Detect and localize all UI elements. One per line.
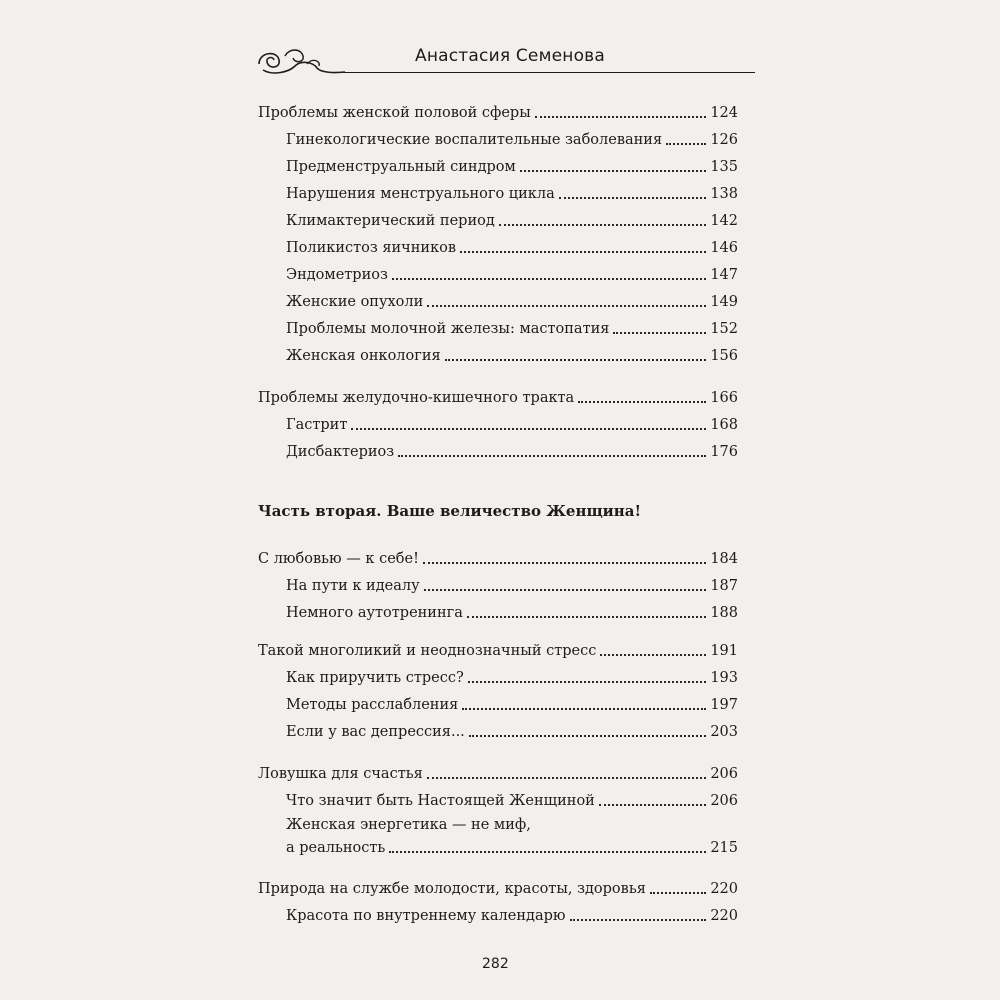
toc-page-number: 220 <box>710 908 738 924</box>
toc-entry[interactable]: Дисбактериоз 176 <box>286 444 738 460</box>
toc-entry[interactable]: Женские опухоли 149 <box>286 294 738 310</box>
toc-entry[interactable]: Красота по внутреннему календарю 220 <box>286 908 738 924</box>
toc-entry[interactable]: На пути к идеалу 187 <box>286 578 738 594</box>
toc-entry[interactable]: Женская онкология 156 <box>286 348 738 364</box>
toc-page-number: 176 <box>710 444 738 460</box>
toc-entry[interactable]: Такой многоликий и неоднозначный стресс 191 <box>258 643 738 659</box>
toc-entry[interactable]: Если у вас депрессия... 203 <box>286 724 738 740</box>
toc-entry[interactable]: Климактерический период 142 <box>286 213 738 229</box>
toc-page-number: 193 <box>710 670 738 686</box>
toc-entry[interactable]: Проблемы женской половой сферы 124 <box>258 105 738 121</box>
toc-page-number: 203 <box>710 724 738 740</box>
toc-page-number: 152 <box>710 321 738 337</box>
toc-entry-first-line[interactable]: Женская энергетика — не миф, <box>286 817 531 833</box>
toc-entry[interactable]: Предменструальный синдром 135 <box>286 159 738 175</box>
toc-page-number: 146 <box>710 240 738 256</box>
toc-page-number: 206 <box>710 793 738 809</box>
header-rule <box>340 72 755 73</box>
running-header <box>245 40 755 80</box>
toc-entry[interactable]: Проблемы молочной железы: мастопатия 152 <box>286 321 738 337</box>
toc-page-number: 220 <box>710 881 738 897</box>
toc-entry[interactable]: Гастрит 168 <box>286 417 738 433</box>
toc-entry[interactable]: Ловушка для счастья 206 <box>258 766 738 782</box>
toc-page-number: 147 <box>710 267 738 283</box>
toc-page-number: 191 <box>710 643 738 659</box>
toc-entry[interactable]: Как приручить стресс? 193 <box>286 670 738 686</box>
toc-entry[interactable]: Гинекологические воспалительные заболевания 126 <box>286 132 738 148</box>
toc-entry[interactable]: Проблемы желудочно-кишечного тракта 166 <box>258 390 738 406</box>
toc-entry[interactable]: а реальность 215 <box>286 840 738 856</box>
toc-entry[interactable]: Поликистоз яичников 146 <box>286 240 738 256</box>
toc-page-number: 215 <box>710 840 738 856</box>
toc-page-number: 168 <box>710 417 738 433</box>
toc-entry[interactable]: Природа на службе молодости, красоты, здоровья 220 <box>258 881 738 897</box>
toc-entry[interactable]: С любовью — к себе! 184 <box>258 551 738 567</box>
part-title: Часть вторая. Ваше величество Женщина! <box>258 502 642 520</box>
toc-page-number: 149 <box>710 294 738 310</box>
toc-entry[interactable]: Немного аутотренинга 188 <box>286 605 738 621</box>
toc-page-number: 135 <box>710 159 738 175</box>
toc-entry[interactable]: Нарушения менструального цикла 138 <box>286 186 738 202</box>
toc-page-number: 188 <box>710 605 738 621</box>
toc-entry[interactable]: Что значит быть Настоящей Женщиной 206 <box>286 793 738 809</box>
toc-page-number: 197 <box>710 697 738 713</box>
toc-entry[interactable]: Эндометриоз 147 <box>286 267 738 283</box>
page-number: 282 <box>482 956 509 972</box>
toc-page-number: 156 <box>710 348 738 364</box>
toc-page-number: 184 <box>710 551 738 567</box>
toc-page-number: 138 <box>710 186 738 202</box>
toc-entry[interactable]: Методы расслабления 197 <box>286 697 738 713</box>
author-name: Анастасия Семенова <box>415 46 606 66</box>
scroll-ornament-icon <box>255 42 345 78</box>
toc-page-number: 187 <box>710 578 738 594</box>
toc-page-number: 166 <box>710 390 738 406</box>
toc-page-number: 142 <box>710 213 738 229</box>
toc-page-number: 206 <box>710 766 738 782</box>
toc-page-number: 126 <box>710 132 738 148</box>
toc-page-number: 124 <box>710 105 738 121</box>
